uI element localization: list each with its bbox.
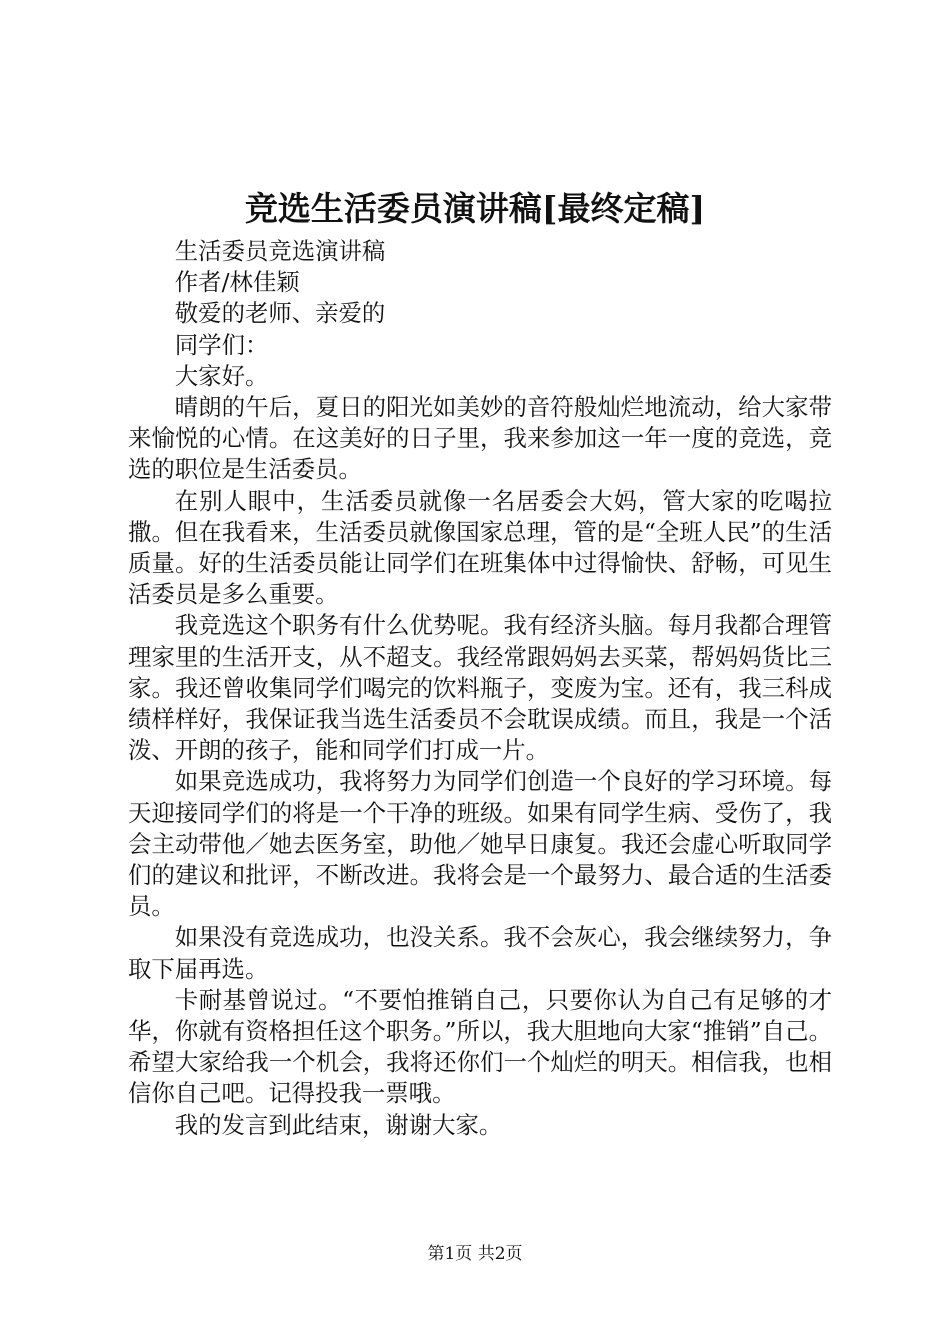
paragraph-quote: 卡耐基曾说过。“不要怕推销自己，只要你认为自己有足够的才华，你就有资格担任这个职务。”所以，我大胆地向大家“推销”自己。希望大家给我一个机会，我将还你们一个灿烂的明天。相信我，也相信你自己吧。记得投我一票哦。: [128, 985, 832, 1108]
paragraph-heading: 生活委员竞选演讲稿: [174, 237, 386, 265]
paragraph-closing: 我的发言到此结束，谢谢大家。: [174, 1110, 503, 1139]
paragraph-greeting: 大家好。: [174, 361, 269, 390]
page-number: 第1页 共2页: [427, 1244, 523, 1264]
paragraph-role: 在别人眼中，生活委员就像一名居委会大妈，管大家的吃喝拉撒。但在我看来，生活委员就像国家总理，管的是“全班人民”的生活质量。好的生活委员能让同学们在班集体中过得愉快、舒畅，可见生活委员是多么重要。: [128, 486, 832, 609]
document-title: 竞选生活委员演讲稿[最终定稿]: [244, 189, 706, 228]
paragraph-salutation-cont: 同学们：: [174, 330, 269, 359]
paragraph-intro: 晴朗的午后，夏日的阳光如美妙的音符般灿烂地流动，给大家带来愉悦的心情。在这美好的日子里，我来参加这一年一度的竞选，竞选的职位是生活委员。: [128, 393, 832, 484]
document-body: [128, 236, 832, 1141]
paragraph-author: 作者/林佳颖: [174, 268, 300, 297]
paragraph-if-lose: 如果没有竞选成功，也没关系。我不会灰心，我会继续努力，争取下届再选。: [128, 923, 832, 983]
paragraph-salutation: 敬爱的老师、亲爱的: [174, 299, 386, 328]
paragraph-plans: 如果竞选成功，我将努力为同学们创造一个良好的学习环境。每天迎接同学们的将是一个干净的班级。如果有同学生病、受伤了，我会主动带他／她去医务室，助他／她早日康复。我还会虚心听取同学们的建议和批评，不断改进。我将会是一个最努力、最合适的生活委员。: [128, 767, 832, 921]
paragraph-strengths: 我竞选这个职务有什么优势呢。我有经济头脑。每月我都合理管理家里的生活开支，从不超支。我经常跟妈妈去买菜，帮妈妈货比三家。我还曾收集同学们喝完的饮料瓶子，变废为宝。还有，我三科成绩样样好，我保证我当选生活委员不会耽误成绩。而且，我是一个活泼、开朗的孩子，能和同学们打成一片。: [128, 611, 832, 765]
